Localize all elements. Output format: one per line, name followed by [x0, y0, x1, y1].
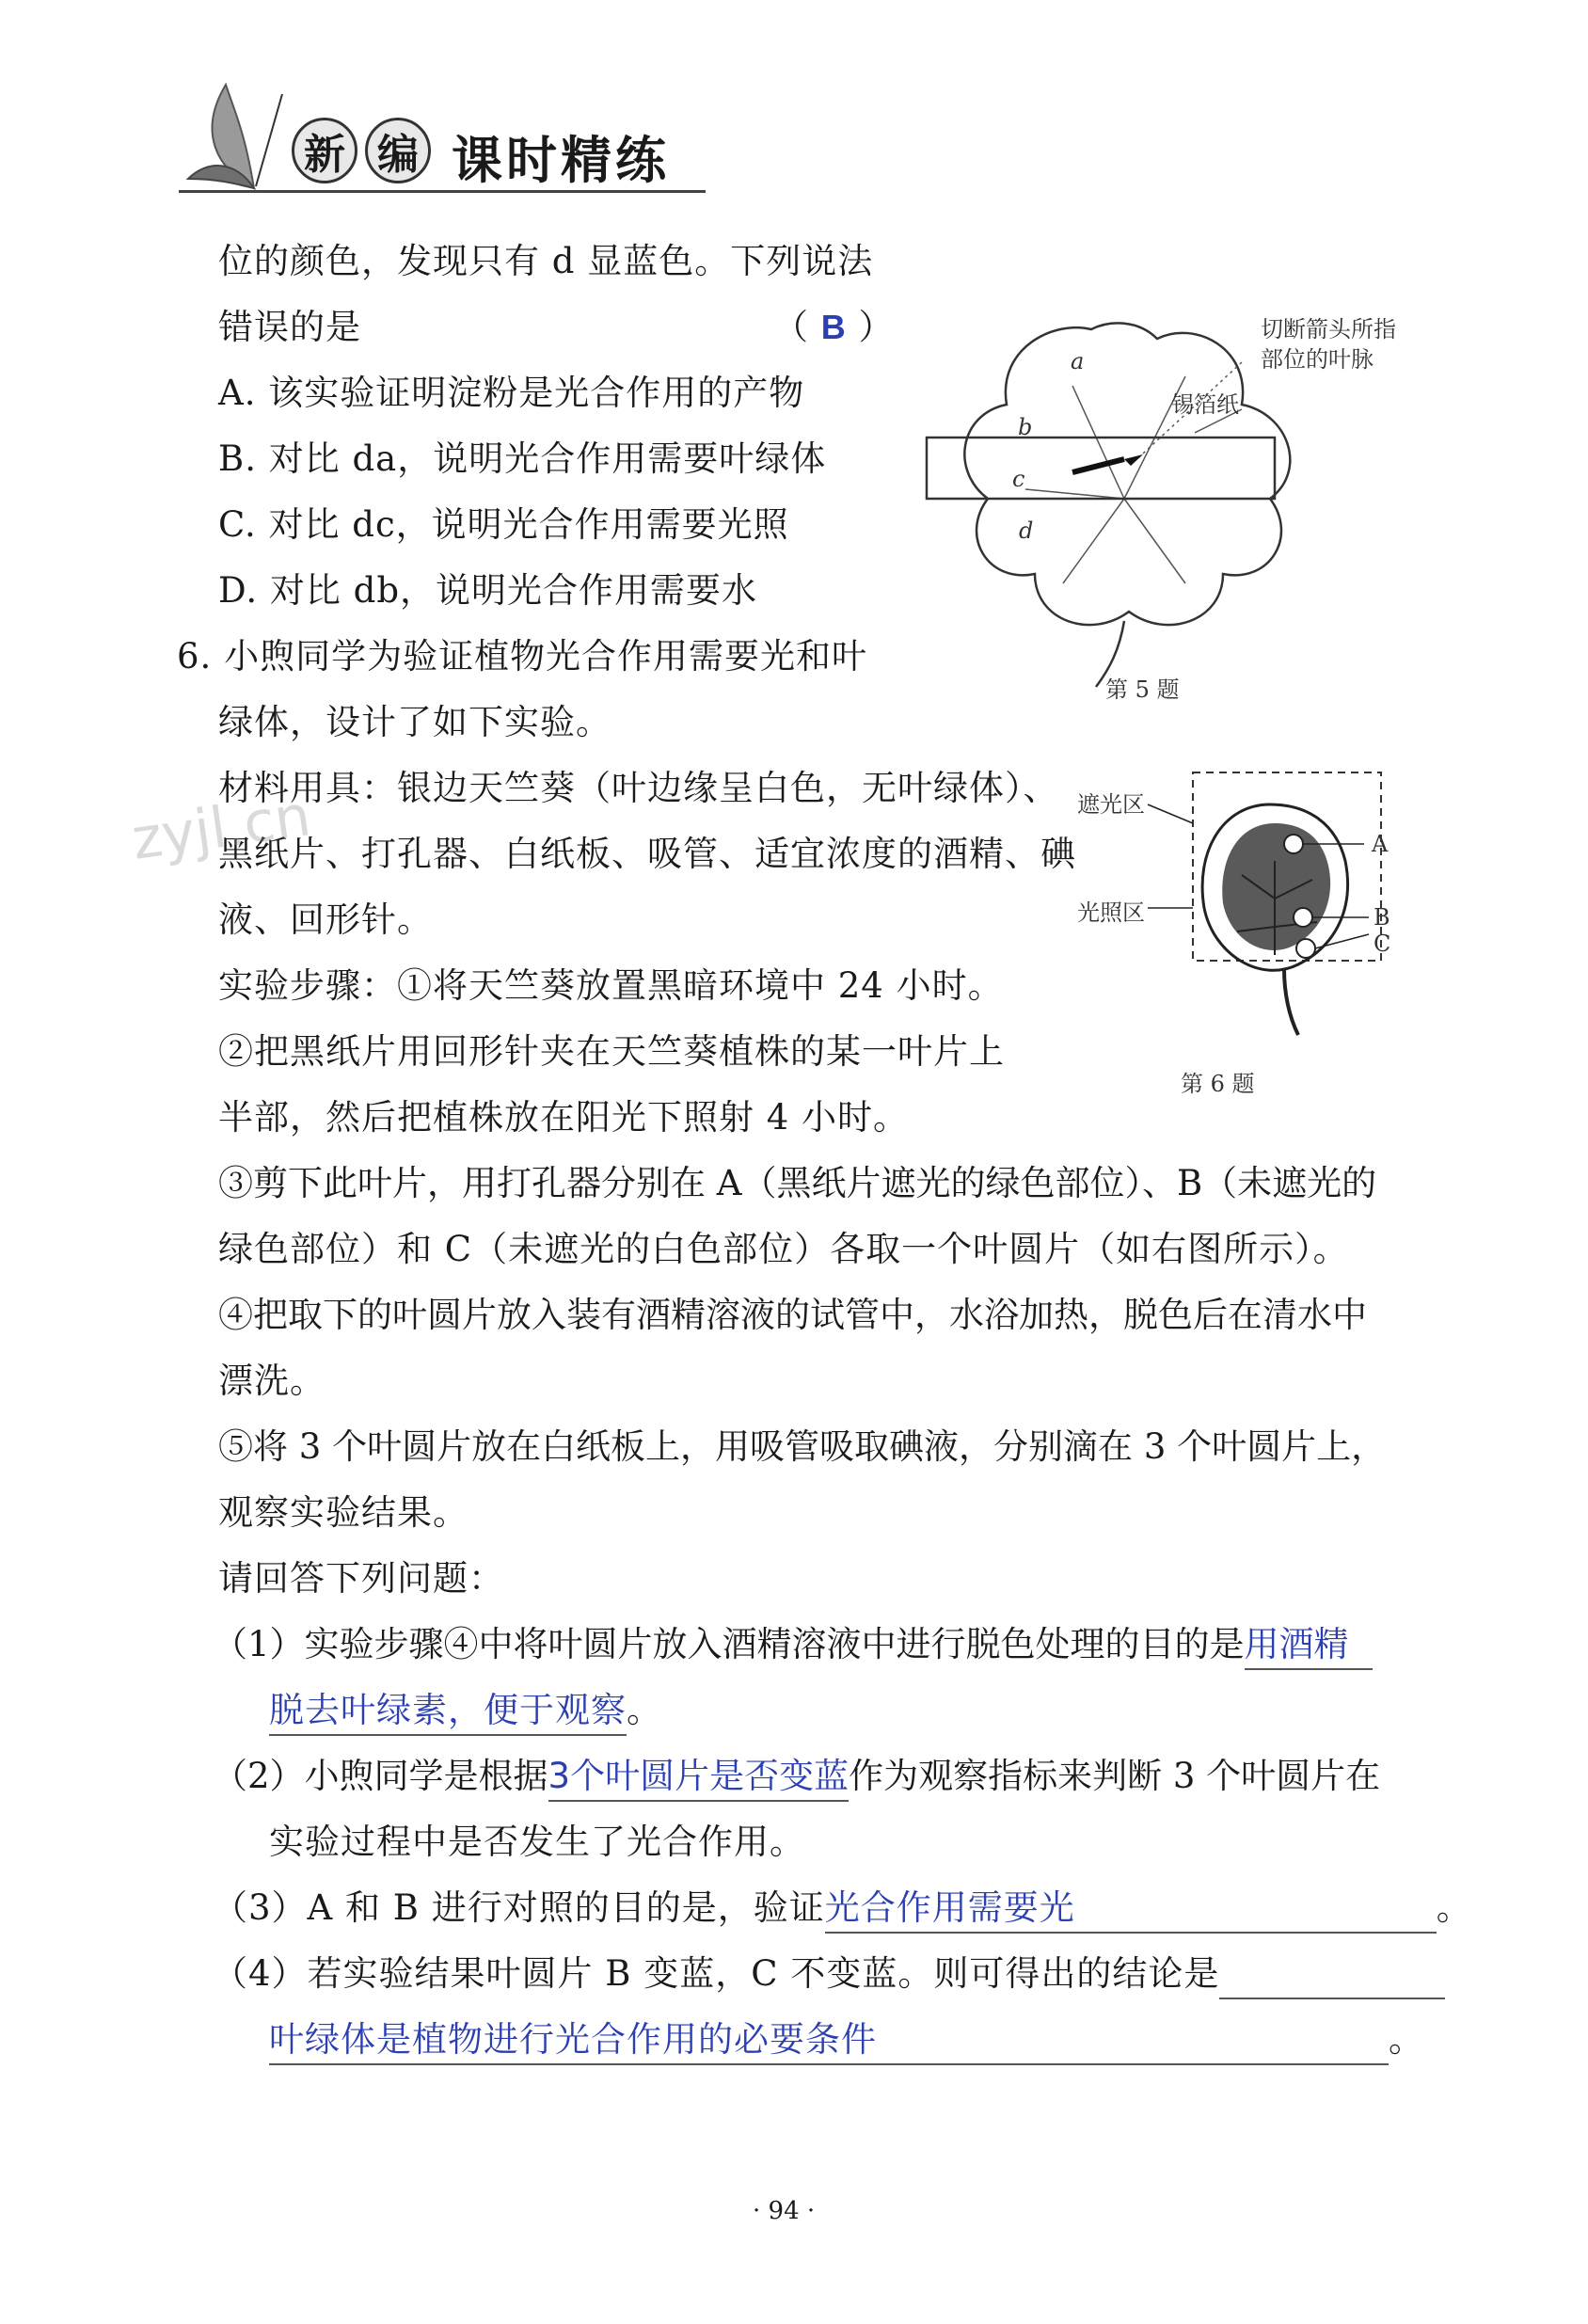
q6-intro-1: 6. 小煦同学为验证植物光合作用需要光和叶	[177, 636, 868, 677]
fig5-label-cut-2: 部位的叶脉	[1261, 346, 1374, 373]
page-header	[179, 75, 706, 198]
q6-sub3-answer: 光合作用需要光	[825, 1885, 1437, 1934]
figure-5	[922, 310, 1449, 706]
q6-materials-2: 黑纸片、打孔器、白纸板、吸管、适宜浓度的酒精、碘	[218, 834, 1076, 874]
q6-sub2-answer: 3个叶圆片是否变蓝	[548, 1753, 850, 1802]
fig5-letter-a: a	[1071, 348, 1085, 374]
header-title: 课时精练	[452, 131, 670, 190]
q6-sub1-answer-2: 脱去叶绿素，便于观察	[269, 1687, 627, 1736]
fig6-label-c: C	[1374, 931, 1391, 957]
q6-sub1: （1）实验步骤④中将叶圆片放入酒精溶液中进行脱色处理的目的是用酒精	[213, 1621, 1373, 1670]
q6-sub1-answer-1: 用酒精	[1245, 1621, 1373, 1670]
q6-step-4a: ④把取下的叶圆片放入装有酒精溶液的试管中，水浴加热，脱色后在清水中	[218, 1295, 1367, 1335]
q6-step-1: 实验步骤：①将天竺葵放置黑暗环境中 24 小时。	[218, 965, 1004, 1006]
fig5-letter-c: c	[1012, 466, 1025, 492]
q5-option-c: C. 对比 dc，说明光合作用需要光照	[218, 504, 789, 545]
figure-6	[1072, 767, 1430, 1049]
fig6-label-a: A	[1372, 831, 1389, 857]
brand-circle-2: 编	[365, 118, 431, 183]
q6-sub3: （3）A 和 B 进行对照的目的是，验证光合作用需要光 。	[213, 1885, 1472, 1934]
q6-step-3b: 绿色部位）和 C（未遮光的白色部位）各取一个叶圆片（如右图所示）。	[218, 1229, 1349, 1269]
watermark: zyjl.cn	[128, 783, 315, 873]
q5-line1: 位的颜色，发现只有 d 显蓝色。下列说法	[218, 241, 874, 281]
q5-answer: B	[820, 308, 847, 346]
fig5-label-cut: 切断箭头所指	[1261, 316, 1396, 342]
q6-step-4b: 漂洗。	[218, 1361, 326, 1401]
fig6-label-light: 光照区	[1077, 899, 1145, 926]
q5-line2	[218, 304, 896, 351]
q6-materials-3: 液、回形针。	[218, 899, 433, 940]
q6-step-2b: 半部，然后把植株放在阳光下照射 4 小时。	[218, 1097, 910, 1138]
page-number: · 94 ·	[753, 2197, 816, 2225]
fig6-caption: 第 6 题	[1181, 1071, 1255, 1097]
q6-sub4: （4）若实验结果叶圆片 B 变蓝，C 不变蓝。则可得出的结论是	[213, 1950, 1445, 1999]
q6-step-2a: ②把黑纸片用回形针夹在天竺葵植株的某一叶片上	[218, 1031, 1005, 1072]
q5-option-a: A. 该实验证明淀粉是光合作用的产物	[218, 373, 805, 413]
fig6-label-b: B	[1374, 904, 1390, 931]
q6-sub1-line2: 脱去叶绿素，便于观察。	[269, 1687, 662, 1736]
q6-sub4-answer: 叶绿体是植物进行光合作用的必要条件	[269, 2016, 1389, 2065]
q6-step-5a: ⑤将 3 个叶圆片放在白纸板上，用吸管吸取碘液，分别滴在 3 个叶圆片上，	[218, 1426, 1387, 1467]
header-rule	[179, 190, 706, 193]
q6-step-5b: 观察实验结果。	[218, 1492, 468, 1533]
fig5-letter-d: d	[1019, 517, 1034, 544]
brand-circle-1: 新	[292, 118, 357, 183]
q6-intro-2: 绿体，设计了如下实验。	[218, 702, 611, 742]
q6-sub4-line2: 叶绿体是植物进行光合作用的必要条件 。	[269, 2016, 1424, 2065]
q6-sub2-line2: 实验过程中是否发生了光合作用。	[269, 1822, 805, 1862]
fig6-label-shade: 遮光区	[1077, 791, 1145, 818]
q5-option-d: D. 对比 db，说明光合作用需要水	[218, 570, 757, 611]
q6-step-3a: ③剪下此叶片，用打孔器分别在 A（黑纸片遮光的绿色部位）、B（未遮光的	[218, 1163, 1377, 1203]
q6-prompt: 请回答下列问题：	[218, 1558, 504, 1599]
q5-answer-bracket: （ B ）	[773, 307, 895, 347]
fig5-caption: 第 5 题	[1105, 677, 1180, 703]
q5-option-b: B. 对比 da，说明光合作用需要叶绿体	[218, 438, 827, 479]
q6-materials-1: 材料用具：银边天竺葵（叶边缘呈白色，无叶绿体）、	[218, 768, 1059, 808]
q5-question-stem: 错误的是	[218, 307, 361, 347]
q6-sub2: （2）小煦同学是根据3个叶圆片是否变蓝作为观察指标来判断 3 个叶圆片在	[213, 1753, 1380, 1802]
fig5-letter-b: b	[1018, 414, 1033, 440]
fig5-label-foil: 锡箔纸	[1171, 391, 1239, 418]
